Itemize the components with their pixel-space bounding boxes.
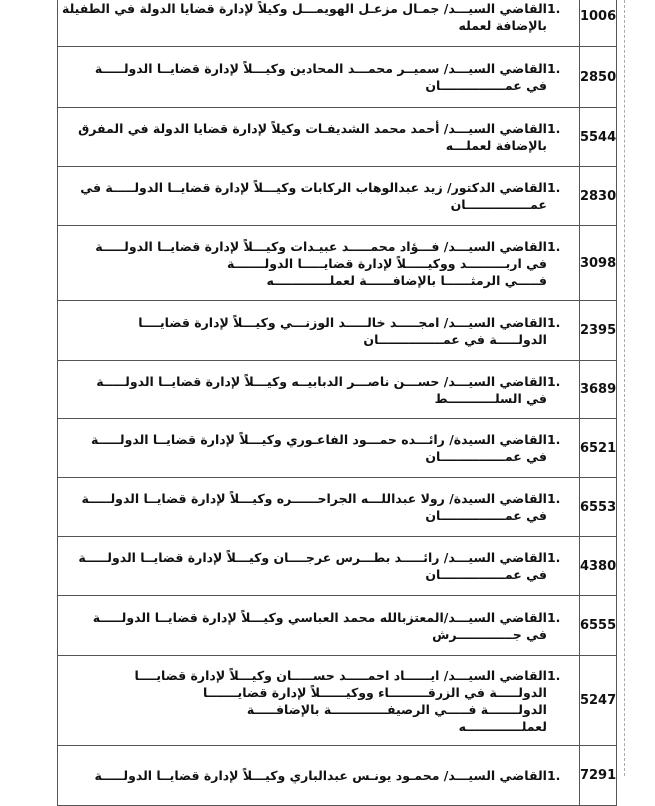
number-cell: 5544: [579, 108, 616, 167]
table-row: [58, 167, 617, 226]
description-cell: [58, 226, 580, 301]
list-marker: 1.: [546, 768, 561, 783]
number-cell: 3689: [579, 361, 616, 419]
text-line: القاضي السيـــد/ جمـال مزعـل الهويمـــل وكيلاً لإدارة قضايا الدولة في الطفيلة: [62, 0, 547, 16]
description-cell: [58, 656, 580, 746]
text-line: الدولـــــــة فـــــي الرصيفـــــــــــــة بالإضافـــــة: [246, 701, 547, 717]
description-cell: [58, 537, 580, 596]
text-line: في السلـــــــــــط: [434, 390, 547, 406]
description-cell: [58, 167, 580, 226]
list-marker: 1.: [546, 432, 561, 447]
description-cell: [58, 596, 580, 656]
list-item: [58, 179, 579, 213]
text-line: في اربـــــــــد ووكيـــــلاً لإدارة قضايـــــا الدولـــــــة: [227, 255, 547, 271]
list-item: [58, 120, 579, 154]
description-cell: [58, 47, 580, 108]
text-line: عمـــــــــــــــان: [450, 197, 547, 212]
list-marker: 1.: [546, 121, 561, 136]
text-line: القاضي السيـــد/ حســـن ناصـــر الدبابيــه وكيـــلاً لإدارة قضايــا الدولـــــة: [96, 373, 547, 389]
number-cell: 2850: [579, 47, 616, 108]
list-item: [58, 60, 579, 94]
table-row: [58, 537, 617, 596]
number-cell: 6555: [579, 596, 616, 656]
table-row: [58, 47, 617, 108]
text-line: في عمـــــــــــــــان: [425, 78, 547, 93]
table-row: [58, 361, 617, 419]
number-cell: 2830: [579, 167, 616, 226]
text-line: الدولـــــة في عمـــــــــــــــان: [363, 331, 547, 347]
description-cell: [58, 361, 580, 419]
number-cell: 4380: [579, 537, 616, 596]
list-marker: 1.: [546, 491, 561, 506]
description-cell: [58, 0, 580, 47]
text-line: في جـــــــــــــرش: [432, 626, 547, 642]
table-row: [58, 419, 617, 478]
table-row: [58, 0, 617, 47]
text-line: القاضي السيـــد/ محمـود يونـس عبدالباري وكيـــلاً لإدارة قضايــا الدولـــــة: [94, 768, 547, 783]
number-cell: 5247: [579, 656, 616, 746]
number-cell: 2395: [579, 301, 616, 361]
list-marker: 1.: [546, 238, 561, 254]
list-marker: 1.: [546, 373, 561, 389]
list-marker: 1.: [546, 667, 561, 683]
number-cell: 3098: [579, 226, 616, 301]
text-line: القاضي السيـــد/المعتزبالله محمد العباسي وكيـــلاً لإدارة قضايــا الدولـــــة: [92, 609, 547, 625]
list-item: [58, 609, 579, 643]
text-line: القاضي السيـــد/ أحمد محمد الشديفـات وكيلاً لإدارة قضايا الدولة في المفرق: [78, 121, 547, 136]
list-item: [58, 549, 579, 583]
list-item: [58, 490, 579, 524]
text-line: القاضي السيـــد/ فـــؤاد محمـــــد عبيـدات وكيـــلاً لإدارة قضايــا الدولـــــة: [95, 238, 547, 254]
text-line: بالإضافة لعمله: [458, 17, 547, 33]
list-item: [58, 373, 579, 407]
text-line: القاضي السيـــد/ رائـــــد بطـــرس عرجــــان وكيـــلاً لإدارة قضايــا الدولـــــة: [78, 550, 547, 565]
text-line: القاضي السيـــد/ ايــــــاد احمـــــد حســـــان وكيـــلاً لإدارة قضايــــا: [134, 667, 547, 683]
text-line: القاضي السيدة/ رائـــده حمـــود الفاعـوري وكيـــلاً لإدارة قضايــا الدولـــــة: [90, 432, 547, 447]
list-item: [58, 0, 579, 34]
text-line: في عمـــــــــــــــان: [425, 567, 547, 582]
number-cell: 7291: [579, 746, 616, 806]
list-marker: 1.: [546, 314, 561, 330]
text-line: لعملـــــــــــــه: [458, 718, 547, 734]
description-cell: [58, 478, 580, 537]
description-cell: [58, 301, 580, 361]
table-row: [58, 226, 617, 301]
text-line: الدولـــــة في الزرقـــــــــاء ووكيــــــلاً لإدارة قضايـــــــا: [202, 684, 547, 700]
text-line: القاضي السيدة/ رولا عبداللـــه الجراحــــــره وكيـــلاً لإدارة قضايــا الدولـــــة: [81, 491, 547, 506]
number-cell: 6521: [579, 419, 616, 478]
page-margin-guide: [624, 0, 625, 776]
text-line: في عمـــــــــــــــان: [425, 508, 547, 523]
list-marker: 1.: [546, 0, 561, 16]
table-row: [58, 656, 617, 746]
list-marker: 1.: [546, 609, 561, 625]
text-line: القاضي السيـــد/ امجـــــد خالـــــد الوزنـــي وكيـــلاً لإدارة قضايــــا: [138, 314, 547, 330]
list-item: [58, 667, 579, 735]
list-item: [58, 238, 579, 289]
list-item: [58, 431, 579, 465]
list-marker: 1.: [546, 180, 561, 195]
list-item: [58, 314, 579, 348]
table-row: [58, 301, 617, 361]
text-line: بالإضافة لعملـــه: [445, 138, 547, 153]
text-line: في عمـــــــــــــــان: [425, 449, 547, 464]
text-line: القاضي السيـــد/ سميــر محمـــد المحادين وكيـــلاً لإدارة قضايــا الدولـــــة: [94, 61, 547, 76]
list-marker: 1.: [546, 61, 561, 76]
number-cell: 1006: [579, 0, 616, 47]
appointments-table: [57, 0, 617, 806]
text-line: فـــــي الرمثــــــا بالإضافــــــة لعملـــــــــــــه: [266, 272, 547, 288]
number-cell: 6553: [579, 478, 616, 537]
text-line: القاضي الدكتور/ زيد عبدالوهاب الركابات وكيـــلاً لإدارة قضايــا الدولـــــة في: [80, 180, 547, 195]
table-row: [58, 478, 617, 537]
list-marker: 1.: [546, 550, 561, 565]
description-cell: [58, 108, 580, 167]
table-row: [58, 596, 617, 656]
table-row: [58, 108, 617, 167]
description-cell: [58, 419, 580, 478]
